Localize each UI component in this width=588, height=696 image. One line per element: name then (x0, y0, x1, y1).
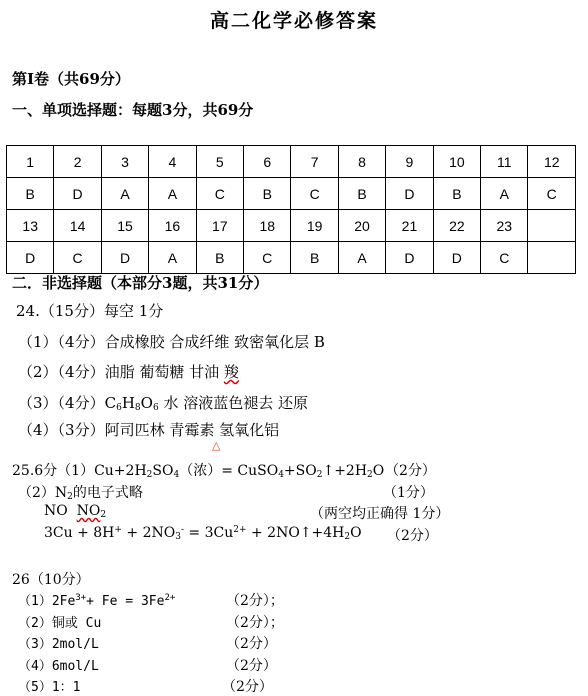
answer-cell: C (481, 242, 528, 274)
q26-line3: （3）2mol/L (18, 637, 99, 652)
q25-line1: 25.6分（1）Cu+2H2SO4（浓）= CuSO4+SO2↑+2H2O (12, 463, 385, 480)
question-number-cell: 8 (338, 146, 385, 178)
q26-line3-score: （2分） (226, 636, 277, 652)
answer-cell: A (481, 178, 528, 210)
q25-line3-score: （两空均正确得 1分） (310, 506, 450, 522)
section1-heading: 一、单项选择题：每题3分，共69分 (12, 101, 254, 119)
q25-line3: NO NO2 (44, 503, 107, 520)
question-number-cell: 1 (7, 146, 54, 178)
answer-cell: B (433, 178, 480, 210)
q24-line2: （2）（4分）油脂 葡萄糖 甘油 羧 (18, 363, 239, 381)
answer-cell (528, 242, 576, 274)
question-number-cell: 17 (196, 210, 243, 242)
warning-triangle-icon: △ (212, 439, 221, 452)
question-number-cell: 20 (338, 210, 385, 242)
q26-line5: （5）1：1 (18, 680, 81, 695)
answer-cell: D (101, 242, 148, 274)
question-number-cell: 5 (196, 146, 243, 178)
answer-cell: D (433, 242, 480, 274)
answer-cell: C (196, 178, 243, 210)
q25-line4-score: （2分） (387, 528, 438, 544)
question-number-cell: 11 (481, 146, 528, 178)
answer-cell: A (101, 178, 148, 210)
answer-cell: B (291, 242, 338, 274)
answer-cell: A (338, 242, 385, 274)
answer-cell: B (338, 178, 385, 210)
q26-line5-score: （2分） (222, 679, 273, 695)
question-number-cell: 6 (244, 146, 291, 178)
question-number-cell: 22 (433, 210, 480, 242)
page-title: 高二化学必修答案 (209, 10, 378, 32)
answer-cell: C (291, 178, 338, 210)
q26-head: 26（10分） (12, 572, 90, 588)
q25-line4: $3Cu + 8H^+ + 2NO3^- = 3Cu^{2+}$ + 2NO↑+4H2O (44, 525, 362, 542)
answer-table (6, 145, 576, 274)
question-number-cell: 21 (386, 210, 433, 242)
answer-cell: D (386, 178, 433, 210)
q24-line4: （4）（3分）阿司匹林 青霉素 氢氧化铝 (18, 421, 280, 439)
q25-line2-score: （1分） (383, 485, 434, 501)
question-number-cell: 19 (291, 210, 338, 242)
part2-heading: 二．非选择题（本部分3题，共31分） (12, 274, 269, 292)
answer-cell: B (244, 178, 291, 210)
question-number-cell: 18 (244, 210, 291, 242)
question-number-cell: 7 (291, 146, 338, 178)
question-number-cell: 12 (528, 146, 576, 178)
q26-line1: $(1)2Fe^{3+}+ Fe = 3Fe^{2+}$ (18, 593, 176, 609)
q26-line4-score: （2分） (226, 658, 277, 674)
question-number-cell: 3 (101, 146, 148, 178)
q24-line1: （1）（4分）合成橡胶 合成纤维 致密氧化层 B (18, 333, 325, 351)
answer-cell: B (196, 242, 243, 274)
question-number-cell: 15 (101, 210, 148, 242)
q25-line1-score: （2分） (385, 463, 436, 479)
question-number-cell: 23 (481, 210, 528, 242)
question-number-cell: 13 (7, 210, 54, 242)
answer-cell: D (7, 242, 54, 274)
q25-line2: （2）N2的电子式略 (18, 485, 143, 502)
question-number-cell: 10 (433, 146, 480, 178)
question-number-cell: 16 (149, 210, 196, 242)
answer-cell: B (7, 178, 54, 210)
answer-cell: D (386, 242, 433, 274)
table-row (7, 178, 576, 210)
question-number-cell: 4 (149, 146, 196, 178)
answer-cell: C (528, 178, 576, 210)
table-row (7, 146, 576, 178)
q26-line2: （2）铜或 Cu (18, 616, 102, 631)
q24-line3: （3）（4分）C6H8O6 水 溶液蓝色褪去 还原 (18, 394, 308, 413)
answer-cell: A (149, 242, 196, 274)
q24-head: 24.（15分）每空 1分 (16, 302, 164, 320)
part1-heading: 第Ⅰ卷（共69分） (12, 70, 130, 88)
answer-cell: A (149, 178, 196, 210)
table-row (7, 242, 576, 274)
q26-line4: （4）6mol/L (18, 659, 99, 674)
q26-line1-score: （2分）； (226, 593, 284, 609)
question-number-cell: 14 (54, 210, 101, 242)
question-number-cell (528, 210, 576, 242)
table-row (7, 210, 576, 242)
answer-cell: D (54, 178, 101, 210)
q26-line2-score: （2分）； (226, 615, 284, 631)
question-number-cell: 9 (386, 146, 433, 178)
answer-cell: C (54, 242, 101, 274)
question-number-cell: 2 (54, 146, 101, 178)
answer-cell: C (244, 242, 291, 274)
